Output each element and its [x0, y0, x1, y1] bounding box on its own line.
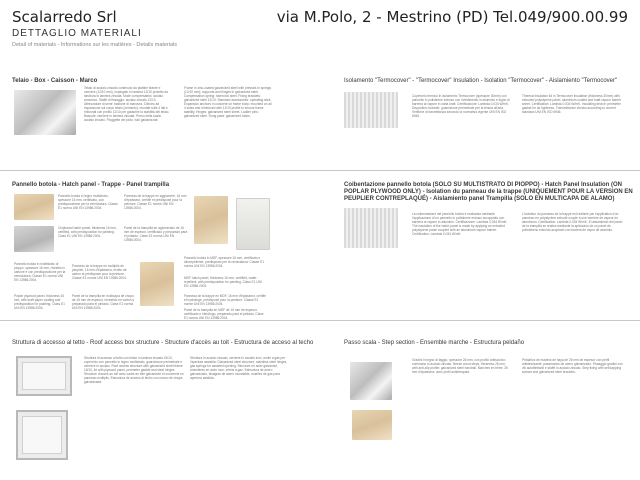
company-address: via M.Polo, 2 - Mestrino (PD) Tel.049/900.00.99	[276, 8, 628, 26]
page-subtitle: Detail of materials - Informations sur les matières - Details materials	[12, 42, 178, 48]
isolamento-text-col1: Coperchio termico in isolamento Termocover (spessore 30mm) con pannello in polistirene estruso con rivestimento in alluminio e foglio di barriera al vapore in carta kraft. Certificazione: Lambda 0,034 W/mK. Dispositivo isolante: guarnizione perimetrale per la tenuta all'aria. Verifiche di trasmittanza secondo la normativa vigente UNI EN ISO 6946.	[412, 94, 510, 118]
section-title-telaio: Telaio - Box - Caisson - Marco	[12, 78, 98, 84]
pannello-text-c1b: Chipboard hatch panel, thickness 16 mm, certified, with predisposition for painting. Class E1 UNI EN 13986:2004.	[58, 226, 117, 238]
panel-image-chipboard-alt	[14, 226, 54, 252]
section-band-1	[0, 62, 640, 170]
passo-text-col1: Gradini in legno di faggio, spessore 26 mm, con profilo antiscivolo; corrimano in acciaio zincato. Beech wood steps, thickness 26 mm, with anti-slip profile; galvanized steel handrail. Marches en hêtre, 26 mm d'épaisseur, avec profil antidérapant.	[412, 358, 508, 374]
passo-text-col2: Peldaños de madera de haya de 26 mm de espesor con perfil antideslizante; pasamanos de acero galvanizado. Fissaggio gradini con viti autofilettanti e staffe in acciaio zincato. Step fixing with self-tapping screws and galvanized steel brackets.	[522, 358, 623, 374]
insulation-image	[344, 92, 398, 128]
step-section-image	[350, 362, 392, 400]
struttura-text-col2: Struttura in acciaio zincato, cerniere in acciaio inox, molle a gas per l'apertura assistita. Galvanized steel structure, stainless steel hinges, gas springs for assisted opening. Structure en acier galvanisé, charnières en acier inox, vérins à gaz. Estructura de acero galvanizado, bisagras de acero inoxidable, muelles de gas para apertura asistida.	[190, 356, 288, 380]
pannello-text-c2b: Panel de la trampilla en aglomerado de 16 mm de espesor, certificado y preparado para el pintado. Clase E1 norma UNI EN 13986:2004.	[124, 226, 188, 242]
section-title-pannello: Pannello botola - Hatch panel - Trappe - Panel trampilla	[12, 182, 170, 188]
section-title-isolamento: Isolamento "Termocover" - "Termocover" Insulation - Isolation "Termocover" - Aislamiento "Termocover"	[344, 78, 618, 84]
pannello-text-c3c: Panneau de la trappe en MDF, 16 mm d'épaisseur, certifié et hydrofuge, prédisposé pour la peinture. Classe E1 norme UNI EN 13986:2004.	[184, 294, 266, 306]
roof-access-box-image	[16, 356, 72, 396]
section-band-2	[0, 172, 640, 320]
panel-image-poplar	[140, 262, 174, 306]
coibentazione-text-col1: La coibentazione del pannello botola è realizzata mediante l'applicazione di un pannello in polistirene estruso accoppiato con barriera al vapore in alluminio. Certificazione: Lambda 0,034 W/mK. The insulation of the hatch panel is made by applying an extruded polystyrene panel coupled with an aluminium vapour barrier. Certification: Lambda 0.034 W/mK.	[412, 212, 508, 236]
pannello-text-c2d: Panel de la trampilla en multicapa de chopo de 16 mm de espesor, revestido en cartón y preparado para el pintado. Clase E1 norma UNI EN 13986:2004.	[72, 294, 134, 310]
isolamento-text-col2: Thermal insulation lid in Termocover insulation (thickness 30mm) with extruded polystyrene panel, aluminium coated and kraft vapour barrier sheet. Certification: Lambda 0.034 W/mK. Insulating device: perimeter gasket for air tightness. Transmittance checks according to current standard UNI EN ISO 6946.	[522, 94, 622, 114]
pannello-text-c3b: MDF hatch panel, thickness 16 mm, certified, water-repellent, with predisposition for painting. Class E1 UNI EN 13986:2004.	[184, 276, 262, 288]
section-title-struttura: Struttura di accesso al tetto - Roof access box structure - Structure d'accès au toit - Estructura de acceso al techo	[12, 340, 314, 346]
frame-image	[14, 90, 76, 135]
roof-access-box-open-image	[16, 410, 68, 460]
company-name: Scalarredo Srl	[12, 8, 117, 26]
section-title-passo: Passo scala - Step section - Ensemble marche - Estructura peldaño	[344, 340, 525, 346]
section-divider	[0, 170, 640, 171]
panel-image-wood-tall	[194, 196, 228, 244]
panel-insulation-image	[344, 208, 398, 248]
coibentazione-text-col2: L'isolation du panneau de la trappe est réalisée par l'application d'un panneau en polystyrène extrudé couplé à une barrière de vapeur en aluminium. Certification: Lambda 0,034 W/mK. El aislamiento del panel de la trampilla se realiza mediante la aplicación de un panel de poliestireno extruido acoplado con barrera de vapor de aluminio.	[522, 212, 623, 232]
telaio-text-col2: Frame in zinc-coated galvanized steel with pressed-in springs (12/10 mm); supports and hinges in galvanized steel. Compensation spring: harmonic steel. Fixing brackets: galvanized steel 12/10. Standard accessories: operating stick. Expansion anchors in concrete on frame body: mounted on all 4 sides and reinforced with 12/10 profile to ensure frame stability. Hinges: galvanized steel sheet. Ladder pins: galvanized steel. Rung pads: galvanized tubes.	[184, 86, 272, 118]
page-header	[0, 0, 640, 48]
panel-image-mdf	[236, 198, 270, 250]
pannello-text-c3d: Panel de la trampilla en MDF de 16 mm de espesor, certificado e hidrófugo, preparado para el pintado. Clase E1 norma UNI EN 13986:2004.	[184, 308, 264, 320]
step-wood-image	[352, 410, 392, 440]
telaio-text-col1: Telaio di acciaio zincato contenuto da piattine tirante e cerniere (12/10 mm), impiegato in lamiera 12/10 protetto da struttura in lamiera zincata. Molle compensatrici: acciaio armonico. Staffe di fissaggio: acciaio zincato 12/10. Attrezzature di serie: bastone di manovra. Cilindro ad espansione sul corpo telaio (cemento): montati sulle 4 lati e rinforzati con profilo 12/10 per garantire la stabilità del telaio. Bascule: cerniere in lamiera zincata. Perno della scala: acciaio zincato. Pioggette dei piolo: tubi galvanizzati.	[84, 86, 170, 122]
section-divider	[0, 320, 640, 321]
pannello-text-c1a: Pannello botola in legno multistrato, spessore 16 mm, certificato, con predisposizione per la verniciatura. Classe E1 norma UNI EN 13986:2004.	[58, 194, 118, 210]
section-title-coibentazione: Coibentazione pannello botola (SOLO SU MULTISTRATO DI PIOPPO) - Hatch Panel Insulation (ON POPLAR PLYWOOD ONLY) - Isolation du panneau de la trappe (UNIQUEMENT POUR LA VERSION EN PEUPLIER CONTREPLAQUÉ) - Aislamiento panel Trampilla (SOLO EN MULTICAPA DE ALAMO)	[344, 182, 633, 202]
struttura-text-col1: Struttura di accesso al tetto con telaio in lamiera zincata 15/10, coperchio con pannello in legno multistrato, guarnizione perimetrale e cerniere in acciaio. Roof access structure with galvanized sheet frame 15/10, lid with plywood panel, perimeter gasket and steel hinges. Structure d'accès au toit avec cadre en tôle galvanisée et couvercle en panneau multiplis. Estructura de acceso al techo con marco de chapa galvanizada.	[84, 356, 184, 384]
page-title: DETTAGLIO MATERIALI	[12, 28, 142, 39]
section-band-3	[0, 322, 640, 480]
pannello-text-c1c: Pannello botola in multistrato di pioppo, spessore 16 mm, rivestito in cartone e con predisposizione per la verniciatura. Classe E1 norma UNI EN 13986:2004.	[14, 262, 66, 282]
pannello-text-c2a: Panneau de la trappe en aggloméré, 16 mm d'épaisseur, certifié et prédisposé pour la peinture. Classe E1 norme UNI EN 13986:2004.	[124, 194, 187, 210]
panel-image-chipboard	[14, 194, 54, 220]
pannello-text-c1d: Poplar plywood panel, thickness 16 mm, with kraft paper coating and predisposition for painting. Class E1 UNI EN 13986:2004.	[14, 294, 65, 310]
pannello-text-c3a: Pannello botola in MDF, spessore 16 mm, certificato e idrorepellente, predisposto per la verniciatura. Classe E1 norma UNI EN 13986:2004.	[184, 256, 265, 268]
pannello-text-c2c: Panneau de la trappe en multiplis de peuplier, 16 mm d'épaisseur, revêtu de carton et prédisposé pour la peinture. Classe E1 norme UNI EN 13986:2004.	[72, 264, 127, 280]
